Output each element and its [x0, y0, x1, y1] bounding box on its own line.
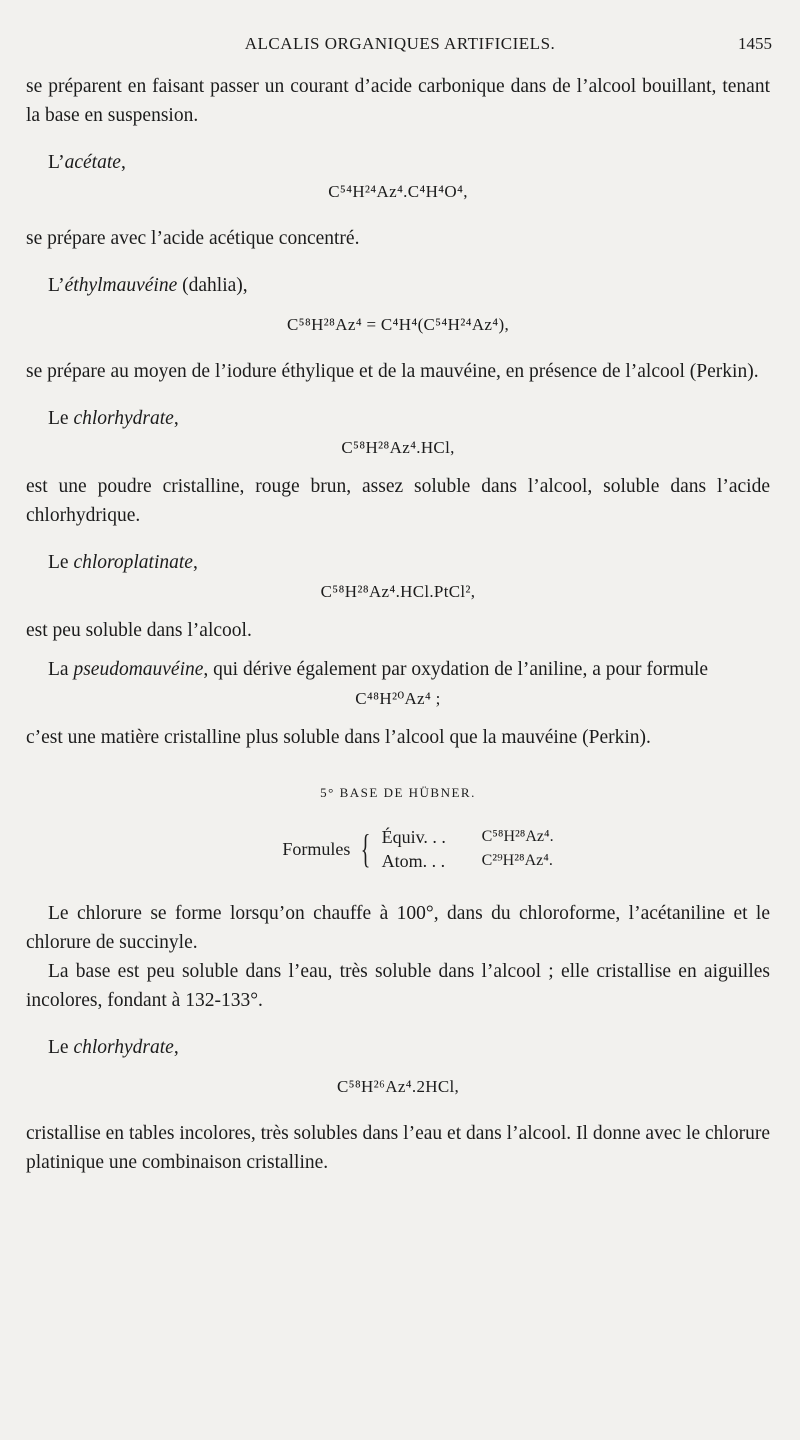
compound-intro-chloroplatinate: Le chloroplatinate, [48, 552, 198, 573]
compound-name: chloroplatinate [73, 552, 193, 573]
chemical-formula: C⁵⁸H²⁸Az⁴.HCl.PtCl², [320, 582, 476, 601]
compound-intro-chlorhydrate-2: Le chlorhydrate, [48, 1037, 179, 1058]
chemical-formula: C⁵⁸H²⁶Az⁴.2HCl, [336, 1077, 460, 1096]
paragraph: est peu soluble dans l’alcool. [26, 620, 252, 641]
compound-intro-ethylmauveine: L’éthylmauvéine (dahlia), [48, 275, 248, 296]
compound-name: pseudomauvéine [73, 659, 204, 680]
running-title: ALCALIS ORGANIQUES ARTIFICIELS. [244, 34, 556, 53]
formula-notation: Atom. . . [381, 851, 446, 871]
compound-name: chlorhydrate [73, 1037, 174, 1058]
formula-value: C⁵⁸H²⁸Az⁴. [481, 828, 554, 845]
compound-name: chlorhydrate [73, 408, 174, 429]
compound-intro-acetate: L’acétate, [48, 152, 126, 173]
paragraph: se prépare au moyen de l’iodure éthylique et de la mauvéine, en présence de l’alcool (Perkin). [26, 361, 759, 382]
formulas-block [66, 825, 770, 873]
paragraph: est une poudre cristalline, rouge brun, assez soluble dans l’alcool, soluble dans l’acide chlorhydrique. [26, 476, 770, 526]
page-number: 1455 [738, 34, 772, 53]
page-body [26, 72, 770, 1177]
paragraph: se préparent en faisant passer un courant d’acide carbonique dans de l’alcool bouillant, tenant la base en suspension. [26, 76, 770, 126]
compound-intro-pseudomauveine: La pseudomauvéine, qui dérive également par oxydation de l’aniline, a pour formule [48, 659, 709, 680]
formula-row [382, 825, 554, 849]
paragraph: c’est une matière cristalline plus soluble dans l’alcool que la mauvéine (Perkin). [26, 727, 651, 748]
formulas-rows [382, 825, 554, 873]
formulas-label: Formules [282, 839, 351, 859]
paragraph: Le chlorure se forme lorsqu’on chauffe à 100°, dans du chloroforme, l’acétaniline et le chlorure de succinyle. [26, 903, 770, 953]
chemical-formula: C⁴⁸H²⁰Az⁴ ; [355, 689, 441, 708]
chemical-formula: C⁵⁸H²⁸Az⁴ = C⁴H⁴(C⁵⁴H²⁴Az⁴), [286, 315, 509, 334]
chemical-formula: C⁵⁸H²⁸Az⁴.HCl, [341, 438, 455, 457]
paragraph: La base est peu soluble dans l’eau, très soluble dans l’alcool ; elle cristallise en aiguilles incolores, fondant à 132-133°. [26, 961, 770, 1011]
compound-name: acétate [64, 152, 121, 173]
formula-value: C²⁹H²⁸Az⁴. [481, 852, 553, 869]
paragraph: cristallise en tables incolores, très solubles dans l’eau et dans l’alcool. Il donne avec le chlorure platinique une combinaison cristalline. [26, 1123, 770, 1173]
formula-row [382, 849, 554, 873]
brace-glyph: { [361, 826, 371, 871]
paragraph: se prépare avec l’acide acétique concentré. [26, 228, 360, 249]
chemical-formula: C⁵⁴H²⁴Az⁴.C⁴H⁴O⁴, [328, 182, 468, 201]
section-title: 5° BASE DE HÜBNER. [320, 785, 476, 800]
formula-notation: Équiv. . . [381, 827, 446, 847]
compound-intro-chlorhydrate: Le chlorhydrate, [48, 408, 179, 429]
compound-name: éthylmauvéine [64, 275, 178, 296]
page-header [0, 34, 800, 62]
